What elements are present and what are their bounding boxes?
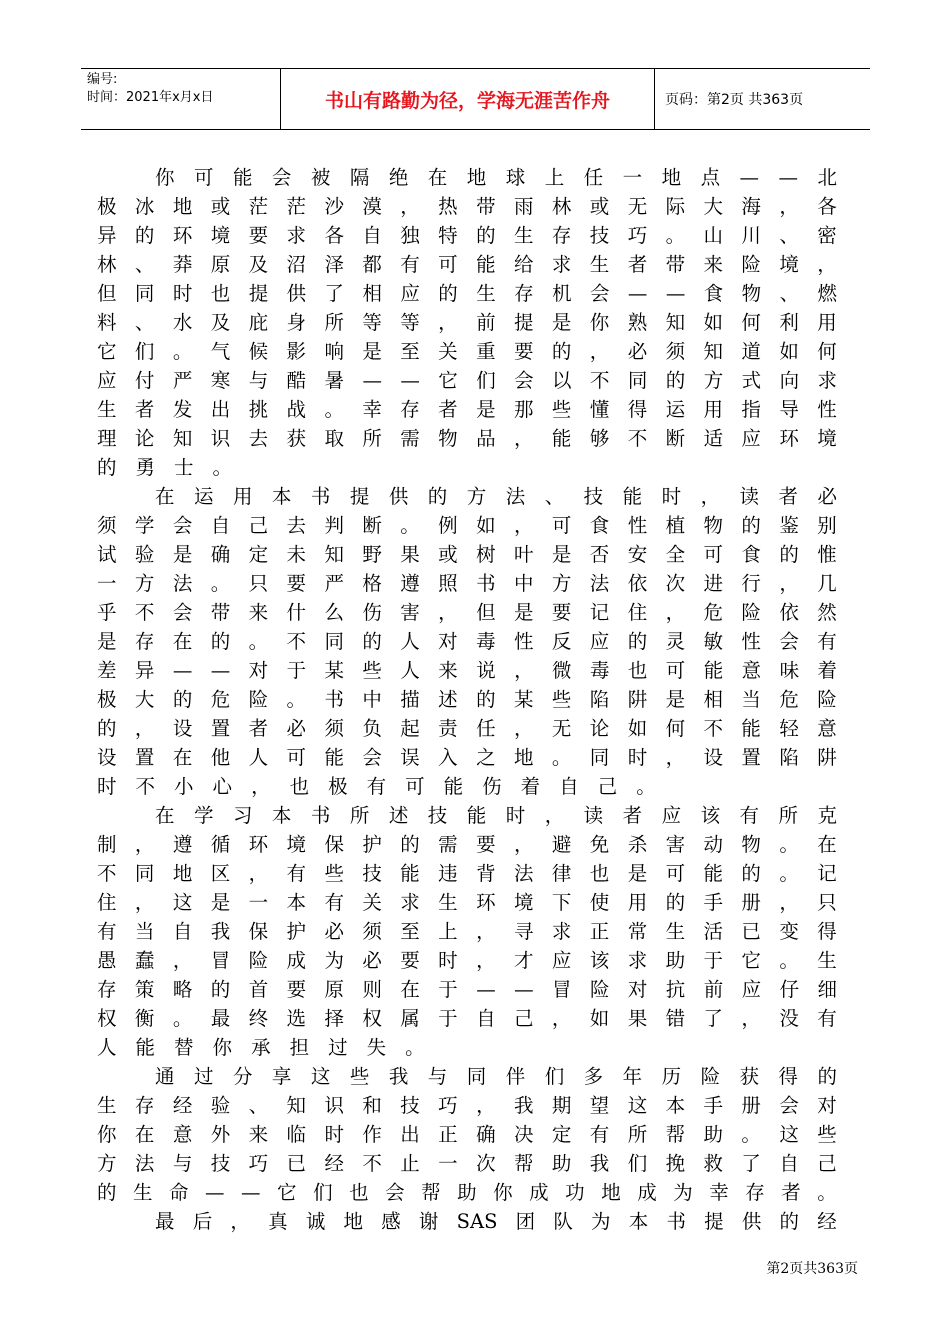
text-line: 在 运 用 本 书 提 供 的 方 法 、 技 能 时 ， 读 者 必	[155, 485, 837, 508]
text-line: 权 衡 。 最 终 选 择 权 属 于 自 己 ， 如 果 错 了 ， 没 有	[97, 1007, 837, 1030]
text-line: 一 方 法 。 只 要 严 格 遵 照 书 中 方 法 依 次 进 行 ， 几	[97, 572, 837, 595]
header-meta	[81, 69, 281, 129]
text-line: 它 们 。 气 候 影 响 是 至 关 重 要 的 ， 必 须 知 道 如 何	[97, 340, 837, 363]
paragraph	[97, 1062, 837, 1207]
text-line: 乎 不 会 带 来 什 么 伤 害 ， 但 是 要 记 住 ， 危 险 依 然	[97, 601, 837, 624]
text-line: 通 过 分 享 这 些 我 与 同 伴 们 多 年 历 险 获 得 的	[155, 1065, 837, 1088]
text-line: 的 勇 士 。	[97, 456, 233, 479]
text-line: 但 同 时 也 提 供 了 相 应 的 生 存 机 会 — — 食 物 、 燃	[97, 282, 837, 305]
text-line: 时 不 小 心 ， 也 极 有 可 能 伤 着 自 己 。	[97, 775, 656, 798]
text-line: 你 在 意 外 来 临 时 作 出 正 确 决 定 有 所 帮 助 。 这 些	[97, 1123, 837, 1146]
text-line: 试 验 是 确 定 未 知 野 果 或 树 叶 是 否 安 全 可 食 的 惟	[97, 543, 837, 566]
document-body	[97, 163, 837, 1236]
text-line: 愚 蠢 ， 冒 险 成 为 必 要 时 ， 才 应 该 求 助 于 它 。 生	[97, 949, 837, 972]
text-line: 差 异 — — 对 于 某 些 人 来 说 ， 微 毒 也 可 能 意 味 着	[97, 659, 837, 682]
text-line: 的 ， 设 置 者 必 须 负 起 责 任 ， 无 论 如 何 不 能 轻 意	[97, 717, 837, 740]
text-line: 住 ， 这 是 一 本 有 关 求 生 环 境 下 使 用 的 手 册 ， 只	[97, 891, 837, 914]
text-line: 有 当 自 我 保 护 必 须 至 上 ， 寻 求 正 常 生 活 已 变 得	[97, 920, 837, 943]
text-line: 不 同 地 区 ， 有 些 技 能 违 背 法 律 也 是 可 能 的 。 记	[97, 862, 837, 885]
text-line: 方 法 与 技 巧 已 经 不 止 一 次 帮 助 我 们 挽 救 了 自 己	[97, 1152, 837, 1175]
header-page-number: 页码：第2页 共363页	[665, 92, 804, 108]
doc-date-label: 时间：2021年x月x日	[87, 90, 214, 105]
doc-number-label: 编号:	[87, 72, 118, 87]
text-line: 生 者 发 出 挑 战 。 幸 存 者 是 那 些 懂 得 运 用 指 导 性	[97, 398, 837, 421]
text-line: 应 付 严 寒 与 酷 暑 — — 它 们 会 以 不 同 的 方 式 向 求	[97, 369, 837, 392]
header-motto: 书山有路勤为径，学海无涯苦作舟	[281, 69, 655, 129]
text-line: 在 学 习 本 书 所 述 技 能 时 ， 读 者 应 该 有 所 克	[155, 804, 837, 827]
text-line: 的 生 命 — — 它 们 也 会 帮 助 你 成 功 地 成 为 幸 存 者 。	[97, 1181, 837, 1204]
text-line: 极 大 的 危 险 。 书 中 描 述 的 某 些 陷 阱 是 相 当 危 险	[97, 688, 837, 711]
page-header	[81, 68, 870, 130]
text-line: 林 、 莽 原 及 沼 泽 都 有 可 能 给 求 生 者 带 来 险 境 ，	[97, 253, 837, 276]
text-line: 是 存 在 的 。 不 同 的 人 对 毒 性 反 应 的 灵 敏 性 会 有	[97, 630, 837, 653]
text-line: 最 后 ， 真 诚 地 感 谢 SAS 团 队 为 本 书 提 供 的 经	[155, 1210, 837, 1233]
page-footer: 第2页共363页	[766, 1261, 858, 1277]
text-line: 极 冰 地 或 茫 茫 沙 漠 ， 热 带 雨 林 或 无 际 大 海 ， 各	[97, 195, 837, 218]
text-line: 料 、 水 及 庇 身 所 等 等 ， 前 提 是 你 熟 知 如 何 利 用	[97, 311, 837, 334]
paragraph	[97, 1207, 837, 1236]
text-line: 须 学 会 自 己 去 判 断 。 例 如 ， 可 食 性 植 物 的 鉴 别	[97, 514, 837, 537]
paragraph	[97, 801, 837, 1062]
paragraph	[97, 163, 837, 482]
text-line: 设 置 在 他 人 可 能 会 误 入 之 地 。 同 时 ， 设 置 陷 阱	[97, 746, 837, 769]
text-line: 生 存 经 验 、 知 识 和 技 巧 ， 我 期 望 这 本 手 册 会 对	[97, 1094, 837, 1117]
text-line: 人 能 替 你 承 担 过 失 。	[97, 1036, 425, 1059]
paragraph	[97, 482, 837, 801]
text-line: 理 论 知 识 去 获 取 所 需 物 品 ， 能 够 不 断 适 应 环 境	[97, 427, 837, 450]
text-line: 你 可 能 会 被 隔 绝 在 地 球 上 任 一 地 点 — — 北	[155, 166, 837, 189]
text-line: 异 的 环 境 要 求 各 自 独 特 的 生 存 技 巧 。 山 川 、 密	[97, 224, 837, 247]
text-line: 制 ， 遵 循 环 境 保 护 的 需 要 ， 避 免 杀 害 动 物 。 在	[97, 833, 837, 856]
text-line: 存 策 略 的 首 要 原 则 在 于 — — 冒 险 对 抗 前 应 仔 细	[97, 978, 837, 1001]
